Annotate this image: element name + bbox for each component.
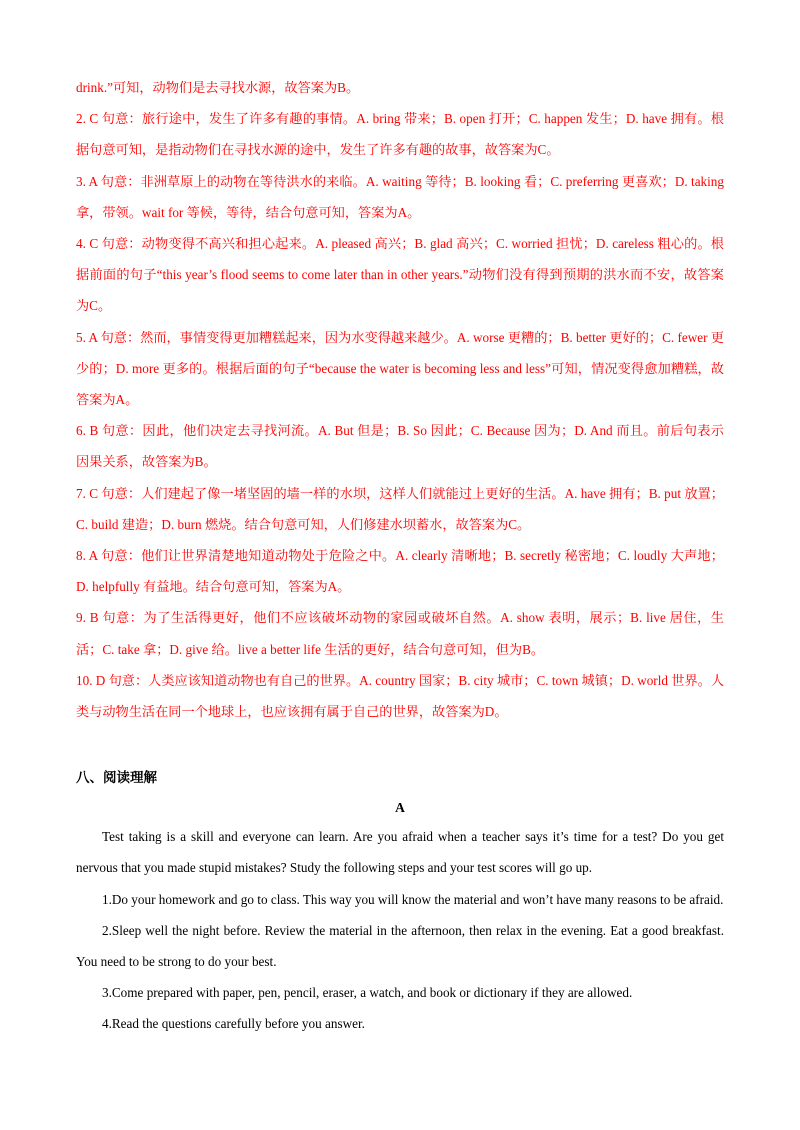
passage-paragraph: Test taking is a skill and everyone can learn. Are you afraid when a teacher says it’s time for a test? Do you get nervous that you made stupid mistakes? Study the following steps and your test scores will go up.: [76, 829, 724, 876]
passage-title: A: [395, 800, 405, 816]
answer-item: 4. C 句意：动物变得不高兴和担心起来。A. pleased 高兴；B. glad 高兴；C. worried 担忧；D. careless 粗心的。根据前面的句子“this year’s flood seems to come later than in other years.”动物们没有得到预期的洪水而不安，故答案为C。: [76, 236, 724, 314]
answer-item: 10. D 句意：人类应该知道动物也有自己的世界。A. country 国家；B. city 城市；C. town 城镇；D. world 世界。人类与动物生活在同一个地球上，也应该拥有属于自己的世界，故答案为D。: [76, 672, 725, 720]
section-heading: 八、阅读理解: [76, 770, 157, 787]
answer-item: 8. A 句意：他们让世界清楚地知道动物处于危险之中。A. clearly 清晰地；B. secretly 秘密地；C. loudly 大声地；D. helpfully 有益地。结合句意可知，答案为A。: [76, 548, 724, 595]
passage-paragraph: 3.Come prepared with paper, pen, pencil, eraser, a watch, and book or dictionary if they are allowed.: [102, 985, 633, 1001]
passage-paragraph: 1.Do your homework and go to class. This way you will know the material and won’t have many reasons to be afraid.: [102, 891, 724, 907]
passage-paragraph: 4.Read the questions carefully before you answer.: [102, 1016, 365, 1032]
answer-item: 2. C 句意：旅行途中，发生了许多有趣的事情。A. bring 带来；B. open 打开；C. happen 发生；D. have 拥有。根据句意可知，是指动物们在寻找水源的途中，发生了许多有趣的故事，故答案为C。: [76, 111, 724, 158]
passage-paragraph: 2.Sleep well the night before. Review the material in the afternoon, then relax in the evening. Eat a good breakfast. You need to be strong to do your best.: [76, 922, 724, 970]
reading-passage: [76, 821, 724, 1039]
answer-item: 9. B 句意：为了生活得更好，他们不应该破坏动物的家园或破坏自然。A. show 表明，展示；B. live 居住，生活；C. take 拿；D. give 给。live a better life 生活的更好，结合句意可知，但为B。: [76, 610, 724, 657]
answer-explanations: [76, 72, 724, 727]
answer-item: drink.”可知，动物们是去寻找水源，故答案为B。: [76, 80, 360, 95]
document-page: [76, 72, 724, 1040]
answer-item: 5. A 句意：然而，事情变得更加糟糕起来，因为水变得越来越少。A. worse 更糟的；B. better 更好的；C. fewer 更少的；D. more 更多的。根据后面的句子“because the water is becoming less and less”可知，情况变得愈加糟糕，故答案为A。: [76, 329, 724, 408]
answer-item: 7. C 句意：人们建起了像一堵坚固的墙一样的水坝，这样人们就能过上更好的生活。A. have 拥有；B. put 放置；C. build 建造；D. burn 燃烧。结合句意可知，人们修建水坝蓄水，故答案为C。: [76, 485, 724, 532]
answer-item: 6. B 句意：因此，他们决定去寻找河流。A. But 但是；B. So 因此；C. Because 因为；D. And 而且。前后句表示因果关系，故答案为B。: [76, 423, 724, 470]
answer-item: 3. A 句意：非洲草原上的动物在等待洪水的来临。A. waiting 等待；B. looking 看；C. preferring 更喜欢；D. taking 拿，带领。wait for 等候，等待，结合句意可知，答案为A。: [76, 173, 724, 220]
